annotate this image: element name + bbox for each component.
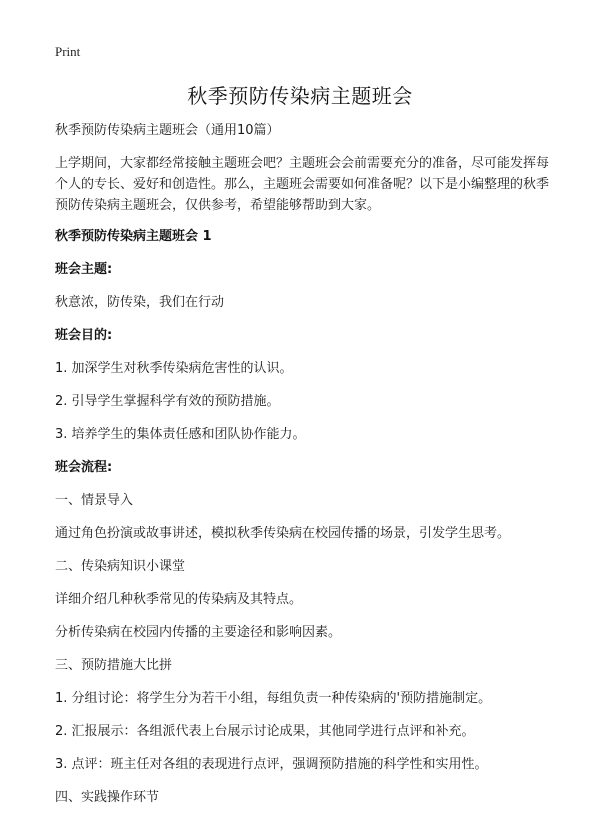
document-subtitle: 秋季预防传染病主题班会（通用10篇） xyxy=(55,123,280,138)
document-body xyxy=(55,122,550,807)
step-title: 一、情景导入 xyxy=(55,493,134,508)
step-item: 2. 汇报展示：各组派代表上台展示讨论成果，其他同学进行点评和补充。 xyxy=(55,724,475,739)
intro-paragraph: 上学期间，大家都经常接触主题班会吧？主题班会会前需要充分的准备，尽可能发挥每个人的专长、爱好和创造性。那么，主题班会需要如何准备呢？以下是小编整理的秋季预防传染病主题班会，仅供参考，希望能够帮助到大家。 xyxy=(55,156,550,213)
page-title: 秋季预防传染病主题班会 xyxy=(187,84,413,108)
step-text: 分析传染病在校园内传播的主要途径和影响因素。 xyxy=(55,625,342,640)
goal-item: 3. 培养学生的集体责任感和团队协作能力。 xyxy=(55,427,306,442)
step-item: 3. 点评：班主任对各组的表现进行点评，强调预防措施的科学性和实用性。 xyxy=(55,757,488,772)
step-title: 四、实践操作环节 xyxy=(55,790,160,805)
theme-text: 秋意浓，防传染，我们在行动 xyxy=(55,295,225,310)
step-title: 二、传染病知识小课堂 xyxy=(55,559,186,574)
goals-heading: 班会目的: xyxy=(55,328,113,343)
section-heading-1: 秋季预防传染病主题班会 1 xyxy=(55,229,212,244)
step-item: 1. 分组讨论：将学生分为若干小组，每组负责一种传染病的'预防措施制定。 xyxy=(55,691,492,706)
process-heading: 班会流程: xyxy=(55,460,113,475)
print-link[interactable]: Print xyxy=(55,44,81,59)
goal-item: 1. 加深学生对秋季传染病危害性的认识。 xyxy=(55,361,293,376)
step-title: 三、预防措施大比拼 xyxy=(55,658,173,673)
step-text: 详细介绍几种秋季常见的传染病及其特点。 xyxy=(55,592,303,607)
theme-heading: 班会主题: xyxy=(55,262,113,277)
step-text: 通过角色扮演或故事讲述，模拟秋季传染病在校园传播的场景，引发学生思考。 xyxy=(55,526,511,541)
goal-item: 2. 引导学生掌握科学有效的预防措施。 xyxy=(55,394,280,409)
